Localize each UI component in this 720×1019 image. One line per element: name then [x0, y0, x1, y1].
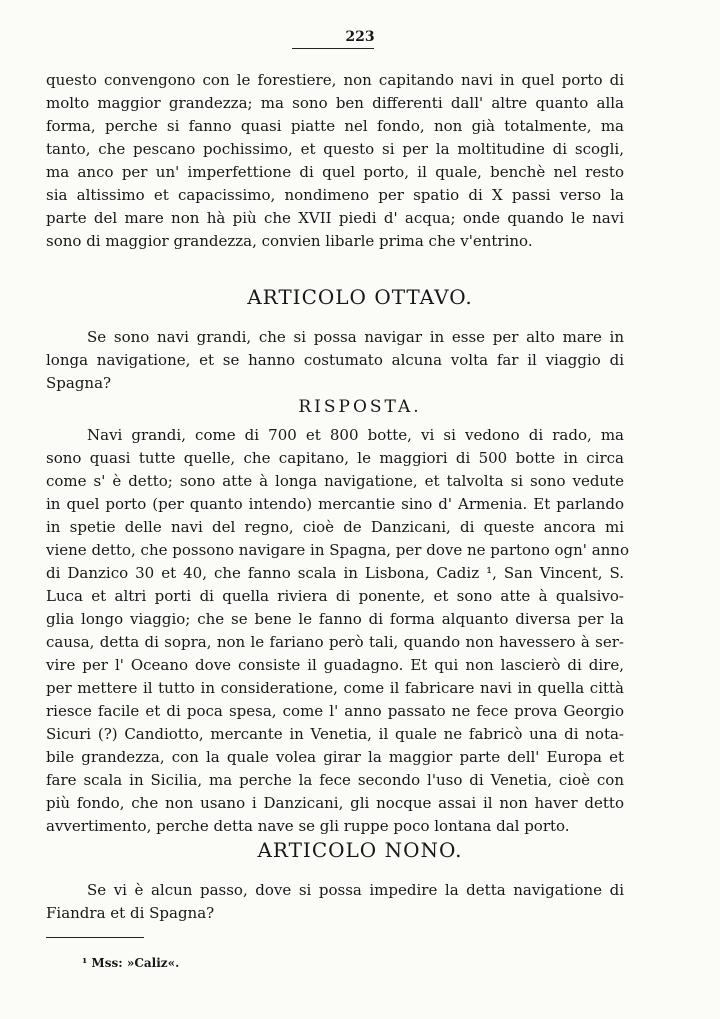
answer-line: sono quasi tutte quelle, che capitano, le maggiori di 500 botte in circa [46, 449, 624, 467]
answer-line: bile grandezza, con la quale volea girar la maggior parte dell' Europa et [46, 748, 624, 766]
answer-line: come s' è detto; sono atte à longa navigatione, et talvolta si sono vedute [46, 472, 624, 490]
answer-line: glia longo viaggio; che se bene le fanno di forma alquanto diversa per la [46, 610, 624, 628]
answer-line: causa, detta di sopra, non le fariano però tali, quando non havessero à ser- [46, 633, 624, 651]
answer-line: avvertimento, perche detta nave se gli ruppe poco lontana dal porto. [46, 817, 570, 835]
text-line: molto maggior grandezza; ma sono ben differenti dall' altre quanto alla [46, 94, 624, 112]
question-line: Se vi è alcun passo, dove si possa impedire la detta navigatione di [87, 881, 624, 899]
text-line: sono di maggior grandezza, convien libarle prima che v'entrino. [46, 232, 533, 250]
article-heading: ARTICOLO NONO. [257, 838, 463, 862]
page-number: 223 [345, 29, 375, 45]
answer-line: Navi grandi, come di 700 et 800 botte, vi si vedono di rado, ma [87, 426, 624, 444]
text-line: tanto, che pescano pochissimo, et questo si per la moltitudine di scogli, [46, 140, 624, 158]
answer-line: in spetie delle navi del regno, cioè de Danzicani, di queste ancora mi [46, 518, 624, 536]
text-line: parte del mare non hà più che XVII piedi d' acqua; onde quando le navi [46, 209, 624, 227]
text-line: forma, perche si fanno quasi piatte nel fondo, non già totalmente, ma [46, 117, 624, 135]
answer-line: Sicuri (?) Candiotto, mercante in Venetia, il quale ne fabricò una di nota- [46, 725, 624, 743]
question-line: Fiandra et di Spagna? [46, 904, 215, 922]
answer-line: riesce facile et di poca spesa, come l' anno passato ne fece prova Georgio [46, 702, 624, 720]
text-line: sia altissimo et capacissimo, nondimeno per spatio di X passi verso la [46, 186, 624, 204]
answer-line: in quel porto (per quanto intendo) mercantie sino d' Armenia. Et parlando [46, 495, 624, 513]
answer-line: più fondo, che non usano i Danzicani, gli nocque assai il non haver detto [46, 794, 624, 812]
answer-line: vire per l' Oceano dove consiste il guadagno. Et qui non lascierò di dire, [46, 656, 624, 674]
footnote: ¹ Mss: »Caliz«. [82, 956, 180, 970]
answer-line: fare scala in Sicilia, ma perche la fece secondo l'uso di Venetia, cioè con [46, 771, 624, 789]
answer-heading: RISPOSTA. [298, 397, 422, 417]
text-line: questo convengono con le forestiere, non capitando navi in quel porto di [46, 71, 624, 89]
question-line: longa navigatione, et se hanno costumato alcuna volta far il viaggio di [46, 351, 624, 369]
answer-line: viene detto, che possono navigare in Spagna, per dove ne partono ogn' anno [46, 541, 629, 559]
question-line: Spagna? [46, 374, 112, 392]
answer-line: Luca et altri porti di quella riviera di ponente, et sono atte à qualsivo- [46, 587, 624, 605]
answer-line: per mettere il tutto in consideratione, come il fabricare navi in quella città [46, 679, 624, 697]
question-line: Se sono navi grandi, che si possa navigar in esse per alto mare in [87, 328, 624, 346]
text-line: ma anco per un' imperfettione di quel porto, il quale, benchè nel resto [46, 163, 624, 181]
footnote-rule [46, 937, 144, 938]
answer-line: di Danzico 30 et 40, che fanno scala in Lisbona, Cadiz ¹, San Vincent, S. [46, 564, 624, 582]
header-rule [292, 48, 374, 49]
article-heading: ARTICOLO OTTAVO. [247, 285, 473, 309]
